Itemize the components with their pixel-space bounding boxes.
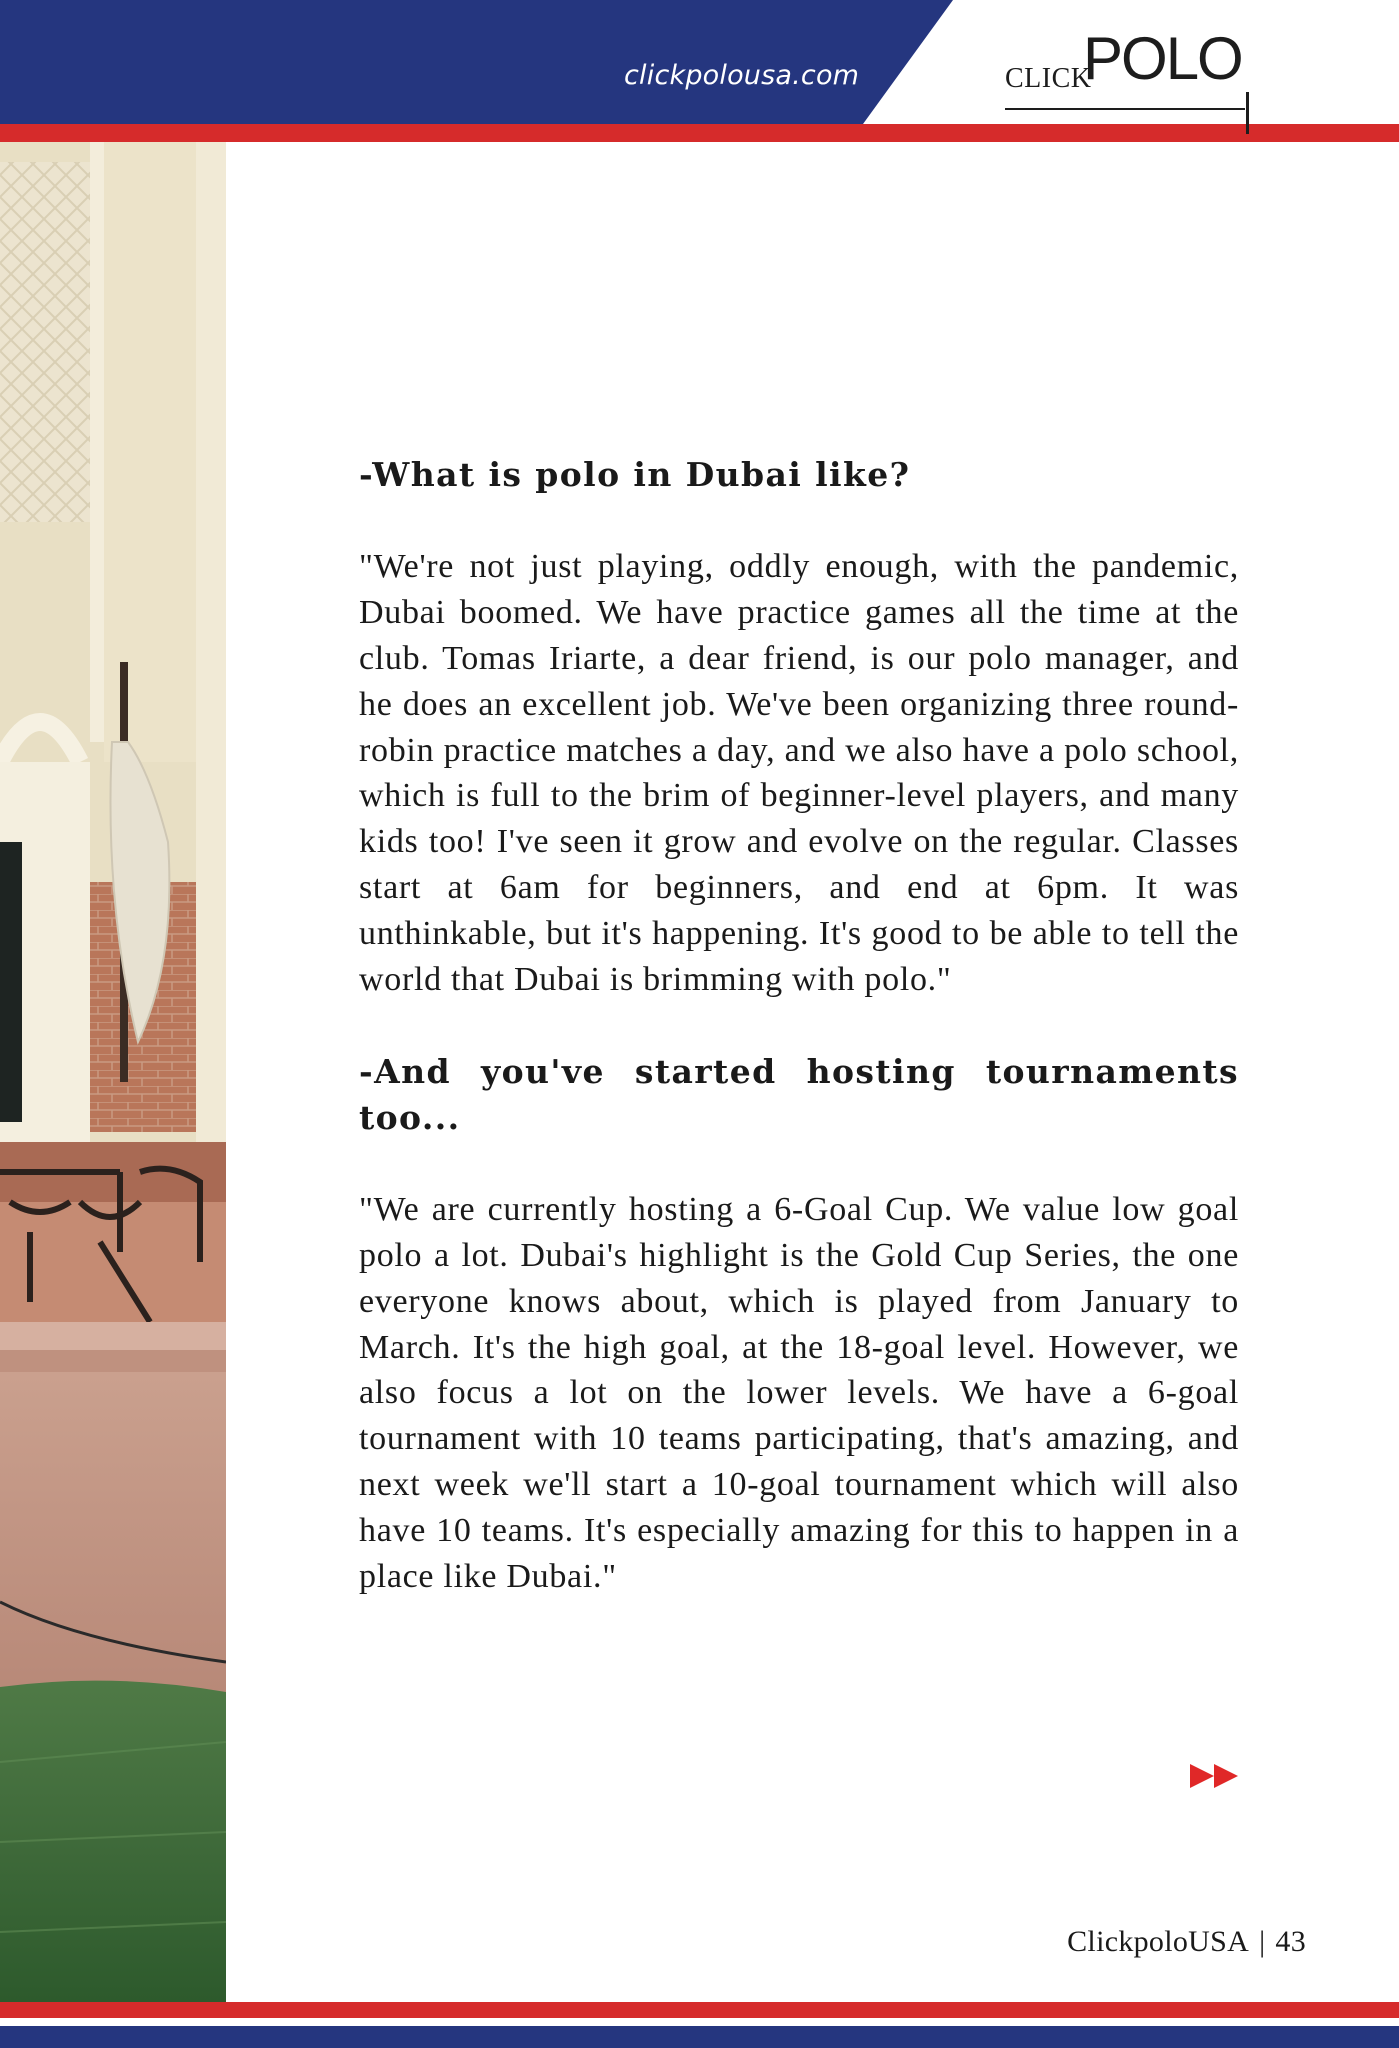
photo-villa-terrace — [0, 142, 226, 2002]
page-footer-bar — [0, 2002, 1399, 2048]
footer-blue-stripe — [0, 2026, 1399, 2048]
folio-separator: | — [1259, 1925, 1266, 1958]
logo-underline — [1005, 108, 1245, 110]
site-url[interactable]: clickpolousa.com — [624, 60, 860, 91]
article-body — [359, 452, 1239, 1600]
page-folio — [1067, 1925, 1306, 1959]
fast-forward-icon[interactable] — [1190, 1763, 1240, 1789]
footer-red-stripe — [0, 2002, 1399, 2018]
question-heading-1: -What is polo in Dubai like? — [359, 455, 911, 494]
logo-polo-text: POLO — [1083, 25, 1242, 92]
logo-stem — [1246, 92, 1249, 134]
answer-paragraph-2: "We are currently hosting a 6-Goal Cup. We value low goal polo a lot. Dubai's highlight is the Gold Cup Series, the one everyone knows about, which is played from January to March. It's the high goal, at the 18-goal level. However, we also focus a lot on the lower levels. We have a 6-goal tournament with 10 teams participating, that's amazing, and next week we'll start a 10-goal tournament which will also have 10 teams. It's especially amazing for this to happen in a place like Dubai." — [359, 1190, 1239, 1596]
publication-name: ClickpoloUSA — [1067, 1925, 1250, 1958]
page-number: 43 — [1275, 1925, 1306, 1958]
question-heading-2: -And you've started hosting tournaments too... — [359, 1051, 1239, 1137]
page-header — [0, 0, 1399, 144]
answer-paragraph-1: "We're not just playing, oddly enough, with the pandemic, Dubai boomed. We have practice games all the time at the club. Tomas Iriarte, a dear friend, is our polo manager, and he does an excellent job. We've been organizing three round-robin practice matches a day, and we also have a polo school, which is full to the brim of beginner-level players, and many kids too! I've seen it grow and evolve on the regular. Classes start at 6am for beginners, and end at 6pm. It was unthinkable, but it's happening. It's good to be able to tell the world that Dubai is brimming with polo." — [359, 547, 1239, 999]
logo-click-text: CLICK — [1005, 63, 1092, 94]
clickpolo-logo — [1005, 25, 1265, 110]
